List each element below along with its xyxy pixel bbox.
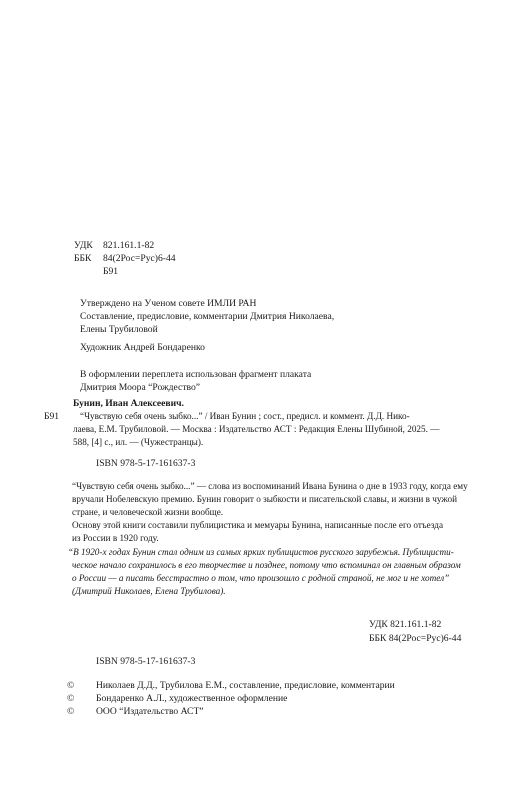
annotation-line: вручали Нобелевскую премию. Бунин говорит о зыбкости и писательской славы, и жизни в чужой <box>72 494 458 504</box>
udk-value: 821.161.1-82 <box>103 240 155 251</box>
annotation-line: “Чувствую себя очень зыбко...” — слова из воспоминаний Ивана Бунина о дне в 1933 году, когда ему <box>72 481 468 491</box>
annotation-line: Основу этой книги составили публицистика и мемуары Бунина, написанные после его отъезда <box>72 520 444 530</box>
record-line-1: “Чувствую себя очень зыбко...” / Иван Бунин ; сост., предисл. и коммент. Д.Д. Нико- <box>80 411 410 421</box>
copyright-text: Бондаренко А.Л., художественное оформление <box>96 693 288 704</box>
udk-right: УДК 821.161.1-82 <box>369 619 442 630</box>
quote-line: “В 1920-х годах Бунин стал одним из самых ярких публицистов русского зарубежья. Публицисти- <box>68 547 454 557</box>
compilers-line: Составление, предисловие, комментарии Дмитрия Николаева, <box>80 311 335 322</box>
isbn-bottom: ISBN 978-5-17-161637-3 <box>96 656 196 667</box>
cover-note-line-2: Дмитрия Моора “Рождество” <box>80 382 201 393</box>
author-mark: Б91 <box>103 266 119 277</box>
copyright-symbol: © <box>67 706 75 717</box>
copyright-text: Николаев Д.Д., Трубилова Е.М., составление, предисловие, комментарии <box>96 680 395 691</box>
cover-note-line-1: В оформлении переплета использован фрагмент плаката <box>80 369 312 380</box>
quote-line: (Дмитрий Николаев, Елена Трубилова). <box>72 586 226 596</box>
bbk-label: ББК <box>74 253 92 264</box>
quote-line: о России — а писать бесстрастно о том, что произошло с родной страной, не мог и не хотел” <box>72 573 450 583</box>
udk-label: УДК <box>74 240 93 251</box>
copyright-symbol: © <box>67 680 75 691</box>
author-heading: Бунин, Иван Алексеевич. <box>73 398 184 409</box>
bbk-right: ББК 84(2Рос=Рус)6-44 <box>369 633 462 644</box>
isbn-record: ISBN 978-5-17-161637-3 <box>96 458 196 469</box>
annotation-line: стране, и человеческой жизни вообще. <box>72 507 224 517</box>
quote-line: ческое начало сохранилось в его творчестве и позднее, потому что вспоминал он главным образом <box>72 560 461 570</box>
record-line-3: 588, [4] с., ил. — (Чужестранцы). <box>73 437 204 447</box>
record-mark: Б91 <box>44 411 60 422</box>
approval-line: Утверждено на Ученом совете ИМЛИ РАН <box>80 298 257 309</box>
annotation-line: из России в 1920 году. <box>72 533 159 543</box>
copyright-symbol: © <box>67 693 75 704</box>
artist-credit: Художник Андрей Бондаренко <box>80 342 205 353</box>
compilers-line-2: Елены Трубиловой <box>80 324 158 335</box>
bbk-value: 84(2Рос=Рус)6-44 <box>103 253 176 264</box>
record-line-2: лаева, Е.М. Трубиловой. — Москва : Издательство АСТ : Редакция Елены Шубиной, 2025. — <box>73 424 440 434</box>
copyright-text: ООО “Издательство АСТ” <box>96 706 204 717</box>
